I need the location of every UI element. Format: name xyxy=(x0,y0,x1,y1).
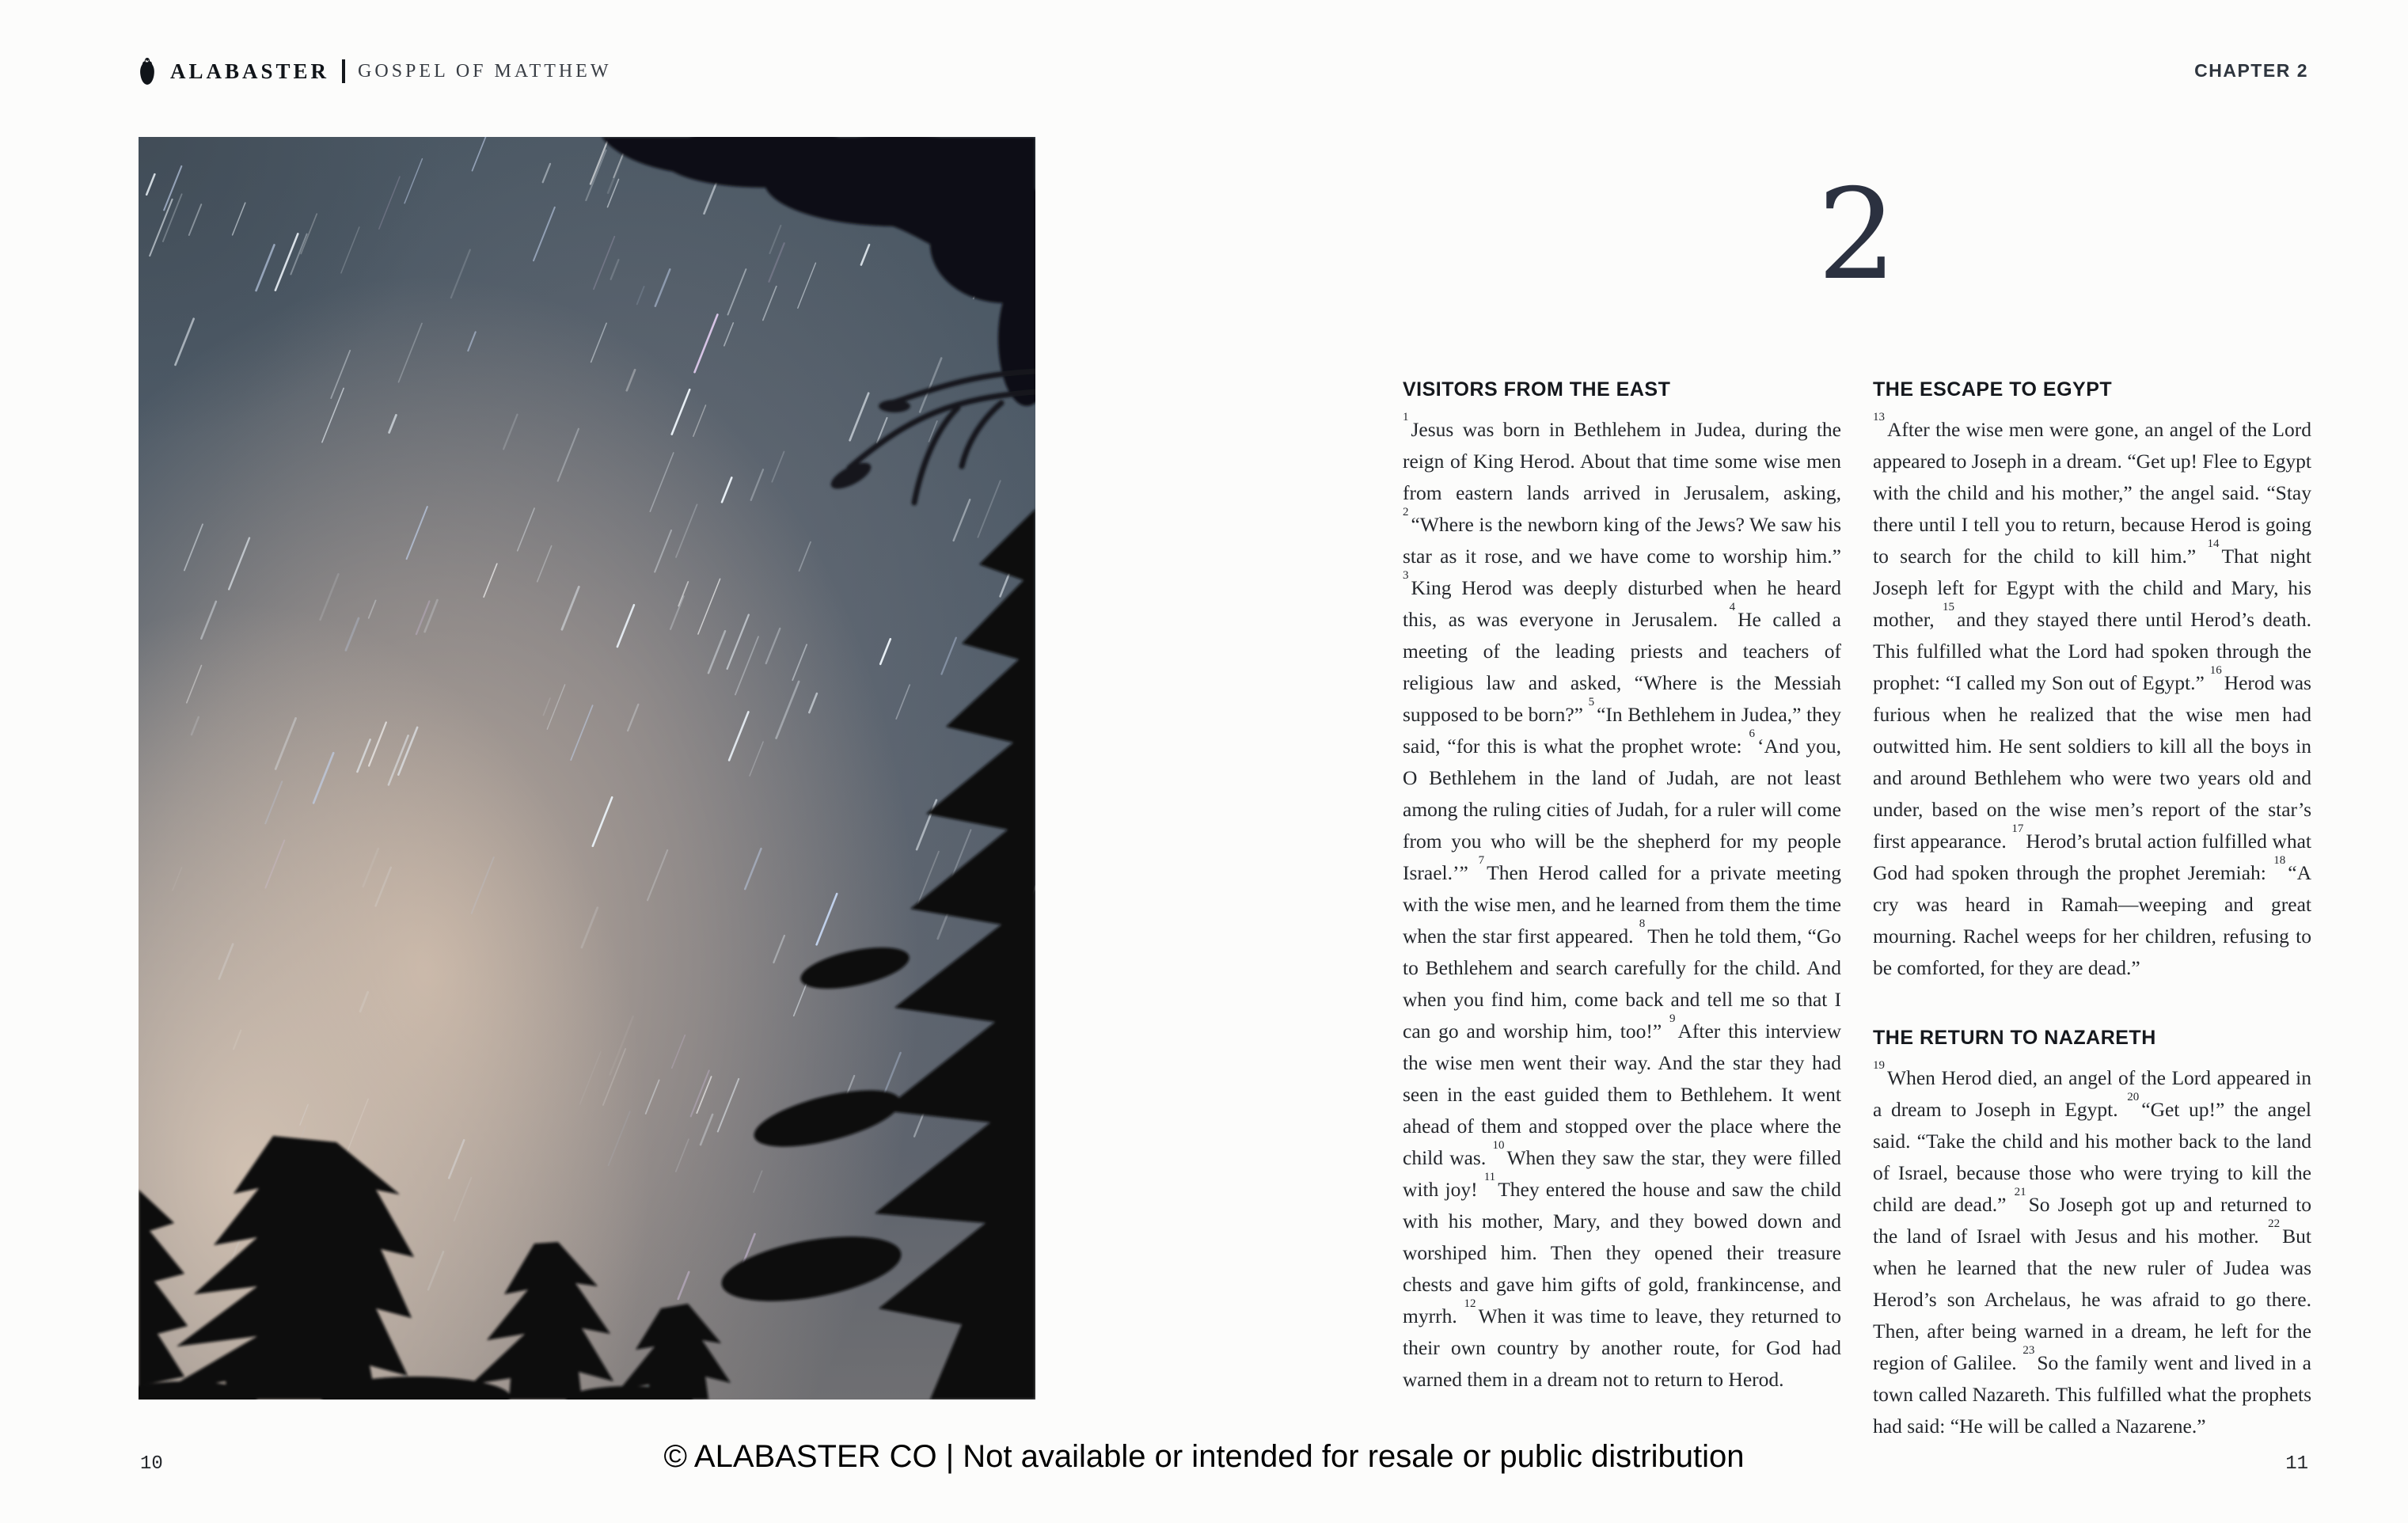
alabaster-jar-icon xyxy=(137,57,158,85)
verse-text: They entered the house and saw the child with his mother, Mary, and they bowed down and worshiped him. Then they opened their treasure chests and gave him gifts of gold, frankincense, and myrrh. xyxy=(1403,1177,1841,1327)
verse-text: Then Herod called for a private meeting with the wise men, and he learned from them the time when the star first appeared. xyxy=(1403,860,1841,948)
watermark-notice: © ALABASTER CO | Not available or intended for resale or public distribution xyxy=(663,1439,1745,1474)
verse-text: Herod was furious when he realized that the wise men had outwitted him. He sent soldiers to kill all the boys in and around Bethlehem who were two years old and under, based on the wise men’s report of the star’s first appearance. xyxy=(1873,670,2311,853)
star-trails-photo xyxy=(139,137,1035,1400)
verse-text: After the wise men were gone, an angel of the Lord appeared to Joseph in a dream. “Get up! Flee to Egypt with the child and his mother,” the angel said. “Stay there until I tell you to return, because Herod is going to search for the child to kill him.” xyxy=(1873,417,2311,568)
verse-number: 12 xyxy=(1464,1297,1476,1311)
verse-number: 11 xyxy=(1483,1171,1496,1184)
verse-text: “A cry was heard in Ramah—weeping and great mourning. Rachel weeps for her children, refusing to be comforted, for they are dead.” xyxy=(1873,860,2311,979)
verse-number: 7 xyxy=(1478,854,1485,868)
verse-number: 20 xyxy=(2127,1091,2140,1103)
scripture-section xyxy=(1873,1027,2311,1442)
verse-text: After this interview the wise men went their way. And the star they had seen in the east guided them to Bethlehem. It went ahead of them and stopped over the place where the child was. xyxy=(1403,1019,1841,1169)
verse-text: King Herod was deeply disturbed when he heard this, as was everyone in Jerusalem. xyxy=(1403,575,1841,631)
verse-number: 15 xyxy=(1942,601,1954,614)
verse-text: That night Joseph left for Egypt with the child and Mary, his mother, xyxy=(1873,544,2311,631)
scripture-section xyxy=(1873,378,2311,984)
verse-number: 8 xyxy=(1639,917,1646,931)
section-heading: THE ESCAPE TO EGYPT xyxy=(1873,378,2113,401)
scripture-columns xyxy=(1403,378,2311,1442)
verse-number: 4 xyxy=(1729,601,1736,614)
section-heading: VISITORS FROM THE EAST xyxy=(1403,378,1671,401)
verse-text: When Herod died, an angel of the Lord appeared in a dream to Joseph in Egypt. xyxy=(1873,1065,2311,1121)
verse-text: Herod’s brutal action fulfilled what God had spoken through the prophet Jeremiah: xyxy=(1873,829,2311,884)
verse-number: 19 xyxy=(1873,1059,1885,1072)
verse-text: “Where is the newborn king of the Jews? We saw his star as it rose, and we have come to worship him.” xyxy=(1403,512,1841,568)
verse-text: When it was time to leave, they returned to their own country by another route, for God had warned them in a dream not to return to Herod. xyxy=(1403,1304,1841,1391)
chapter-numeral: 2 xyxy=(1817,162,1897,308)
verse-number: 2 xyxy=(1403,506,1409,519)
verse-text: “Get up!” the angel said. “Take the child and his mother back to the land of Israel, because those who were trying to kill the child are dead.” xyxy=(1873,1097,2311,1216)
verse-number: 21 xyxy=(2014,1186,2026,1198)
verse-number: 6 xyxy=(1749,727,1756,741)
verse-text: ‘And you, O Bethlehem in the land of Judah, are not least among the ruling cities of Judah, for a ruler will come from you who will be the shepherd for my people Israel.’” xyxy=(1403,734,1841,884)
header-separator xyxy=(342,59,345,83)
verse-text: “In Bethlehem in Judea,” they said, “for this is what the prophet wrote: xyxy=(1403,702,1841,758)
verse-number: 16 xyxy=(2209,664,2222,678)
verse-text: Then he told them, “Go to Bethlehem and search carefully for the child. And when you find him, come back and tell me so that I can go and worship him, too!” xyxy=(1403,924,1842,1043)
verse-number: 17 xyxy=(2011,822,2024,836)
verse-text: But when he learned that the new ruler of Judea was Herod’s son Archelaus, he was afraid to go there. Then, after being warned in a dream, he left for the region of Galilee. xyxy=(1873,1224,2311,1374)
verse-number: 3 xyxy=(1403,569,1409,583)
verse-number: 18 xyxy=(2273,854,2286,868)
verse-text: So the family went and lived in a town called Nazareth. This fulfilled what the prophets had said: “He will be called a Nazarene.” xyxy=(1873,1350,2311,1438)
verse-number: 1 xyxy=(1403,411,1409,424)
scripture-paragraph xyxy=(1873,1059,2311,1442)
scripture-column-right xyxy=(1873,378,2311,1442)
verse-number: 22 xyxy=(2268,1217,2281,1230)
page-number-right: 11 xyxy=(2285,1453,2308,1475)
verse-number: 9 xyxy=(1669,1012,1676,1026)
verse-text: He called a meeting of the leading priests and teachers of religious law and asked, “Where is the Messiah supposed to be born?” xyxy=(1403,607,1841,726)
header-left xyxy=(137,57,612,85)
verse-number: 5 xyxy=(1588,696,1595,709)
verse-text: and they stayed there until Herod’s death. This fulfilled what the Lord had spoken through the prophet: “I called my Son out of Egypt.” xyxy=(1873,607,2311,694)
verse-number: 13 xyxy=(1873,411,1885,424)
scripture-column-left xyxy=(1403,378,1841,1442)
page-number-left: 10 xyxy=(140,1453,163,1475)
section-heading: THE RETURN TO NAZARETH xyxy=(1873,1026,2156,1049)
book-title: GOSPEL OF MATTHEW xyxy=(358,60,612,82)
verse-text: When they saw the star, they were filled with joy! xyxy=(1403,1145,1841,1201)
verse-number: 23 xyxy=(2022,1344,2035,1357)
scripture-section xyxy=(1403,378,1841,1396)
brand-name: ALABASTER xyxy=(170,59,330,83)
verse-number: 14 xyxy=(2207,537,2220,551)
scripture-paragraph xyxy=(1403,411,1842,1396)
scripture-paragraph xyxy=(1873,411,2311,984)
verse-number: 10 xyxy=(1492,1139,1505,1153)
chapter-label: CHAPTER 2 xyxy=(2194,60,2308,81)
verse-text: So Joseph got up and returned to the land of Israel with Jesus and his mother. xyxy=(1873,1192,2311,1248)
verse-text: Jesus was born in Bethlehem in Judea, during the reign of King Herod. About that time some wise men from eastern lands arrived in Jerusalem, asking, xyxy=(1403,417,1841,504)
